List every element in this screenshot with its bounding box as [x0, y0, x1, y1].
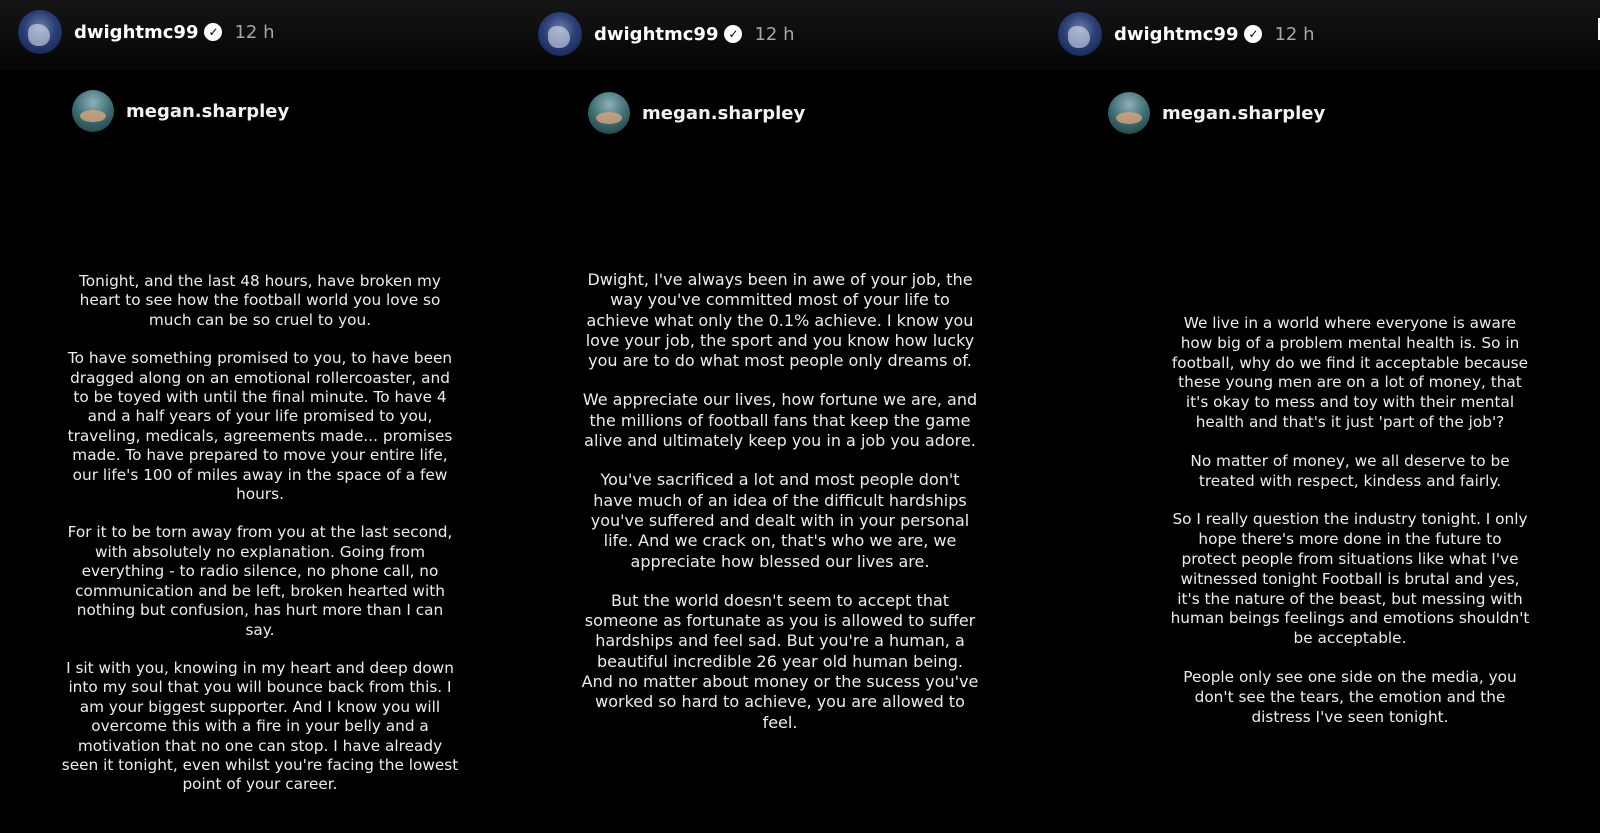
story-header [520, 0, 1040, 70]
author-handle[interactable]: dwightmc99 [1114, 23, 1239, 45]
story-paragraph: So I really question the industry tonight. I only hope there's more done in the future to protect people from situations like what I've witnessed tonight Football is brutal and yes, it's the nature of the beast, but messing with human beings feelings and emotions shouldn't be acceptable. [1170, 510, 1530, 648]
verified-badge-icon: ✓ [204, 23, 222, 41]
story-text [60, 272, 460, 814]
avatar[interactable] [538, 12, 582, 56]
quoted-avatar[interactable] [588, 92, 630, 134]
quoted-avatar[interactable] [1108, 92, 1150, 134]
story-paragraph: For it to be torn away from you at the last second, with absolutely no explanation. Going from everything - to radio silence, no phone call, no communication and be left, broken hearted with nothing but confusion, has hurt more than I can say. [67, 523, 453, 639]
verified-badge-icon: ✓ [724, 25, 742, 43]
story-paragraph: Dwight, I've always been in awe of your job, the way you've committed most of your life to achieve what only the 0.1% achieve. I know you love your job, the sport and you know how lucky you are to do what most people only dreams of. [585, 270, 975, 371]
author-handle[interactable]: dwightmc99 [74, 21, 199, 43]
quoted-post-header[interactable] [588, 92, 805, 134]
story-paragraph: People only see one side on the media, you don't see the tears, the emotion and the distress I've seen tonight. [1183, 667, 1517, 726]
story-paragraph: But the world doesn't seem to accept that someone as fortunate as you is allowed to suffer hardships and feel sad. But you're a human, a beautiful incredible 26 year old human being. And no matter about money or the sucess you've worked so hard to achieve, you are allowed to feel. [581, 590, 979, 732]
avatar[interactable] [1058, 12, 1102, 56]
avatar[interactable] [18, 10, 62, 54]
post-time: 12 h [754, 23, 795, 45]
quoted-author-handle[interactable]: megan.sharpley [642, 102, 806, 124]
story-paragraph: Tonight, and the last 48 hours, have broken my heart to see how the football world you love so much can be so cruel to you. [79, 272, 441, 329]
quoted-post-header[interactable] [72, 90, 289, 132]
story-header [1040, 0, 1600, 70]
story-paragraph: You've sacrificed a lot and most people don't have much of an idea of the difficult hardships you've suffered and dealt with in your personal life. And we crack on, that's who we are, we appreciate how blessed our lives are. [590, 470, 970, 571]
story-paragraph: We appreciate our lives, how fortune we are, and the millions of football fans that keep the game alive and ultimately keep you in a job you adore. [582, 390, 978, 451]
story-panel-3 [1040, 0, 1600, 833]
story-text [1170, 314, 1530, 746]
quoted-post-header[interactable] [1108, 92, 1325, 134]
story-paragraph: We live in a world where everyone is aware how big of a problem mental health is. So in football, why do we find it acceptable because these young men are on a lot of money, that it's okay to mess and toy with their mental health and that's it just 'part of the job'? [1171, 314, 1529, 431]
story-paragraph: To have something promised to you, to have been dragged along on an emotional rollercoaster, and to be toyed with until the final minute. To have 4 and a half years of your life promised to you, traveling, medicals, agreements made... promises made. To have prepared to move your entire life, our life's 100 of miles away in the space of a few hours. [67, 349, 453, 504]
quoted-author-handle[interactable]: megan.sharpley [1162, 102, 1326, 124]
story-panel-2 [520, 0, 1040, 833]
story-paragraph: I sit with you, knowing in my heart and deep down into my soul that you will bounce back from this. I am your biggest supporter. And I know you will overcome this with a fire in your belly and a motivation that no one can stop. I have already seen it tonight, even whilst you're facing the lowest point of your career. [61, 658, 459, 794]
story-paragraph: No matter of money, we all deserve to be treated with respect, kindess and fairly. [1190, 451, 1510, 490]
post-time: 12 h [234, 21, 275, 43]
quoted-author-handle[interactable]: megan.sharpley [126, 100, 290, 122]
post-time: 12 h [1274, 23, 1315, 45]
author-handle[interactable]: dwightmc99 [594, 23, 719, 45]
story-panel-1 [0, 0, 520, 833]
story-header [0, 0, 520, 70]
quoted-avatar[interactable] [72, 90, 114, 132]
story-text [580, 270, 980, 752]
verified-badge-icon: ✓ [1244, 25, 1262, 43]
